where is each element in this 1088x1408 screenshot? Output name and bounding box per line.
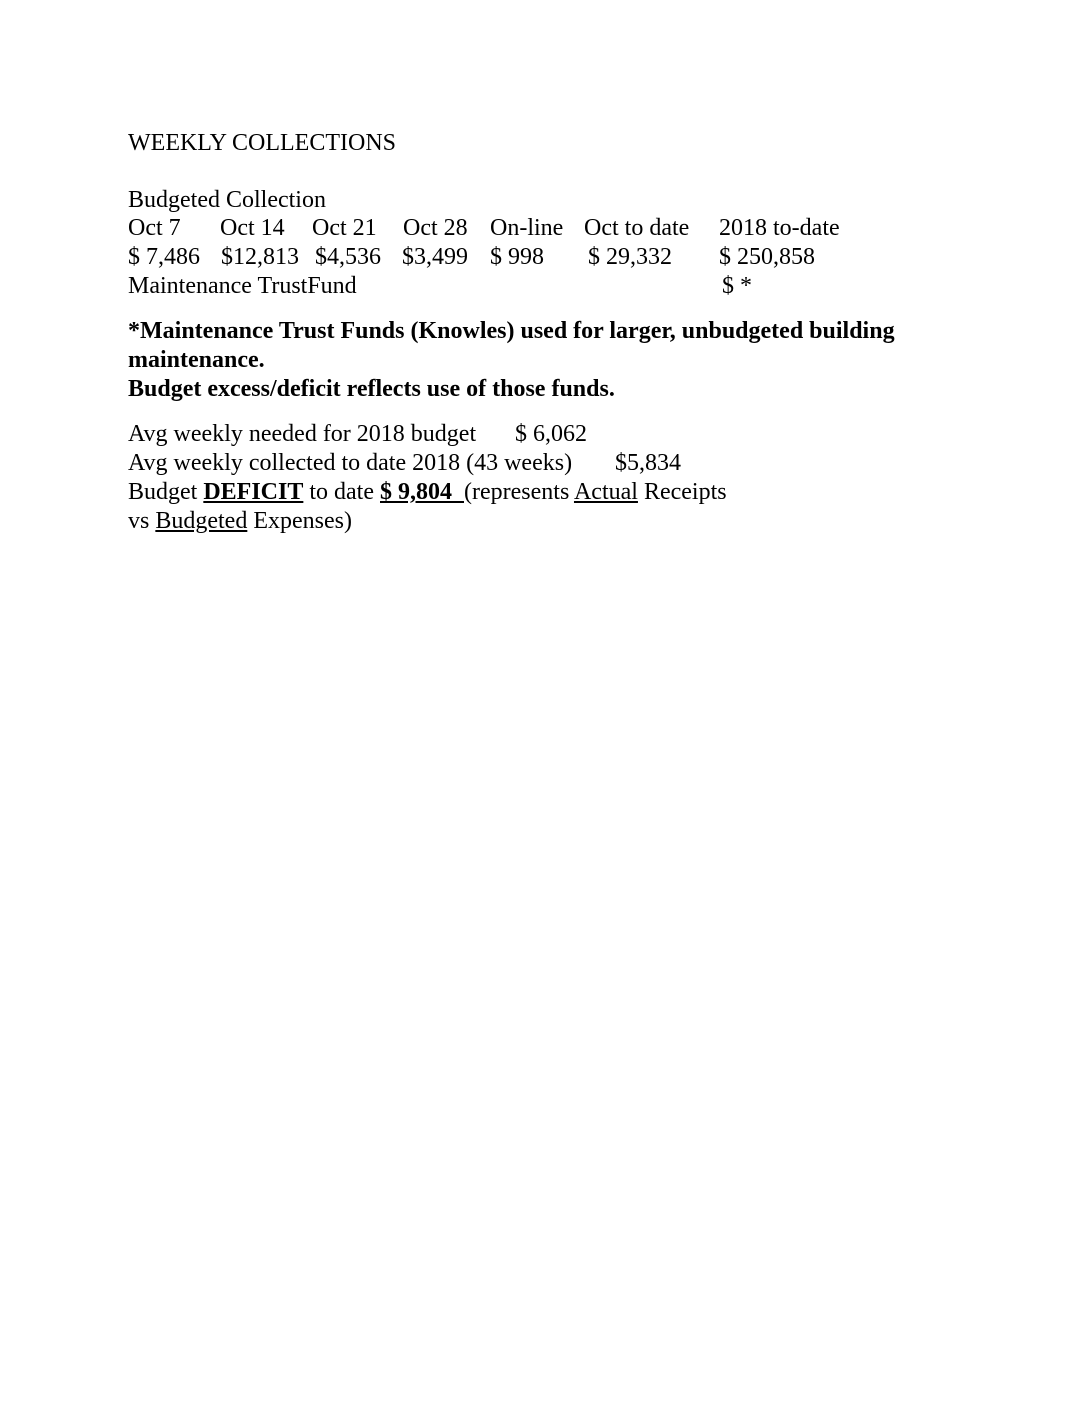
collection-title: Budgeted Collection xyxy=(128,187,326,213)
header-oct-7: Oct 7 xyxy=(128,215,181,241)
value-oct-28: $3,499 xyxy=(402,244,468,270)
vs-prefix: vs xyxy=(128,508,156,534)
note-line-3: Budget excess/deficit reflects use of those funds. xyxy=(128,376,615,402)
avg-collected-value: $5,834 xyxy=(615,450,681,476)
deficit-line xyxy=(128,478,727,507)
header-oct-to-date: Oct to date xyxy=(584,215,690,241)
actual-word: Actual xyxy=(573,479,638,505)
avg-needed-value: $ 6,062 xyxy=(515,421,587,447)
note-line-2: maintenance. xyxy=(128,347,265,373)
note-line-1: *Maintenance Trust Funds (Knowles) used for larger, unbudgeted building xyxy=(128,318,895,344)
header-online: On-line xyxy=(490,215,564,241)
value-2018-to-date: $ 250,858 xyxy=(719,244,815,270)
header-oct-14: Oct 14 xyxy=(220,215,285,241)
receipts-text: Receipts xyxy=(637,479,727,505)
deficit-word: DEFICIT xyxy=(203,479,304,505)
value-online: $ 998 xyxy=(490,244,544,270)
deficit-value: $ 9,804 xyxy=(380,479,464,505)
deficit-prefix: Budget xyxy=(128,479,204,505)
represents-prefix: (represents xyxy=(464,479,574,505)
header-2018-to-date: 2018 to-date xyxy=(719,215,840,241)
value-oct-to-date: $ 29,332 xyxy=(588,244,672,270)
page-heading: WEEKLY COLLECTIONS xyxy=(128,130,396,156)
value-oct-14: $12,813 xyxy=(221,244,299,270)
header-oct-28: Oct 28 xyxy=(403,215,468,241)
maintenance-label: Maintenance TrustFund xyxy=(128,273,357,299)
header-oct-21: Oct 21 xyxy=(312,215,377,241)
maintenance-value: $ * xyxy=(722,273,752,299)
value-oct-21: $4,536 xyxy=(315,244,381,270)
avg-needed-label: Avg weekly needed for 2018 budget xyxy=(128,421,477,447)
budgeted-word: Budgeted xyxy=(155,508,248,534)
deficit-mid: to date xyxy=(303,479,380,505)
avg-collected-label: Avg weekly collected to date 2018 (43 weeks) xyxy=(128,450,573,476)
expenses-line xyxy=(128,507,352,536)
value-oct-7: $ 7,486 xyxy=(128,244,200,270)
expenses-text: Expenses) xyxy=(247,508,352,534)
